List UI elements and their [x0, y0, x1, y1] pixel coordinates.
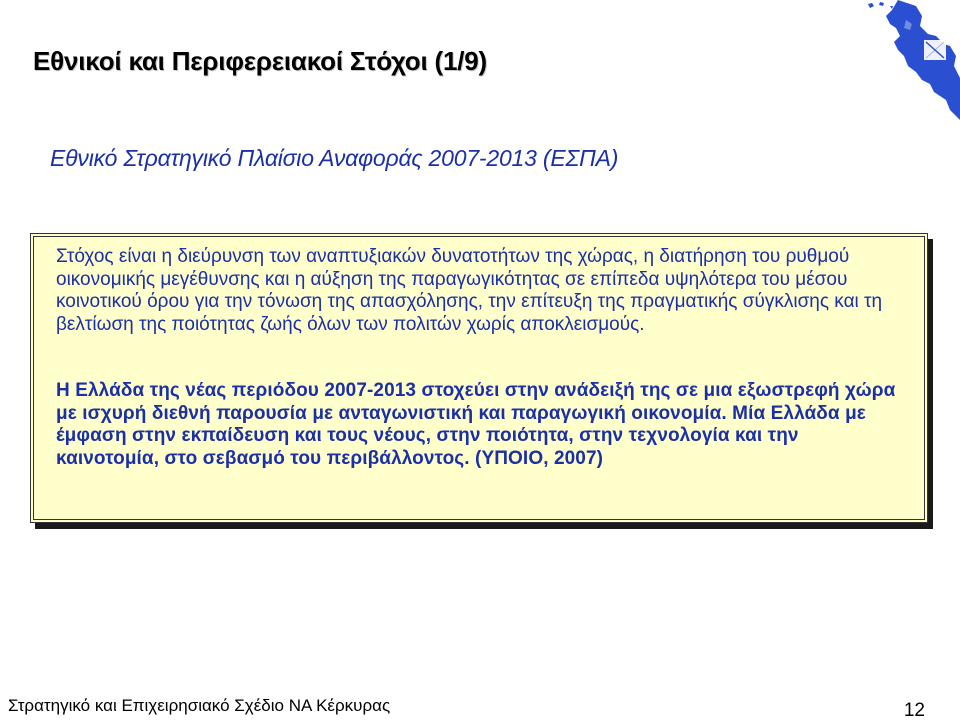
corfu-map-icon — [850, 0, 960, 120]
page-number: 12 — [903, 700, 925, 721]
content-paragraph-goal: Στόχος είναι η διεύρυνση των αναπτυξιακών δυνατοτήτων της χώρας, η διατήρηση του ρυθμού οικονομικής μεγέθυνσης και η αύξηση της παραγωγικότητας σε επίπεδα υψηλότερα του μέσου κοινοτικού όρου για την τόνωση της απασχόλησης, την επίτευξη της πραγματικής σύγκλισης και τη βελτίωση της ποιότητας ζωής όλων των πολιτών χωρίς αποκλεισμούς. — [56, 246, 883, 335]
slide-subtitle: Εθνικό Στρατηγικό Πλαίσιο Αναφοράς 2007-2013 (ΕΣΠΑ) — [50, 145, 619, 171]
footer-text: Στρατηγικό και Επιχειρησιακό Σχέδιο ΝΑ Κέρκυρας — [8, 696, 391, 715]
slide-title: Εθνικοί και Περιφερειακοί Στόχοι (1/9) — [33, 46, 487, 76]
content-paragraph-vision: Η Ελλάδα της νέας περιόδου 2007-2013 στοχεύει στην ανάδειξή της σε μια εξωστρεφή χώρα με ισχυρή διεθνή παρουσία με ανταγωνιστική και παραγωγική οικονομία. Μία Ελλάδα με έμφαση στην εκπαίδευση και τους νέους, στην ποιότητα, στην τεχνολογία και την καινοτομία, στο σεβασμό του περιβάλλοντος. (ΥΠΟΙΟ, 2007) — [56, 380, 896, 469]
